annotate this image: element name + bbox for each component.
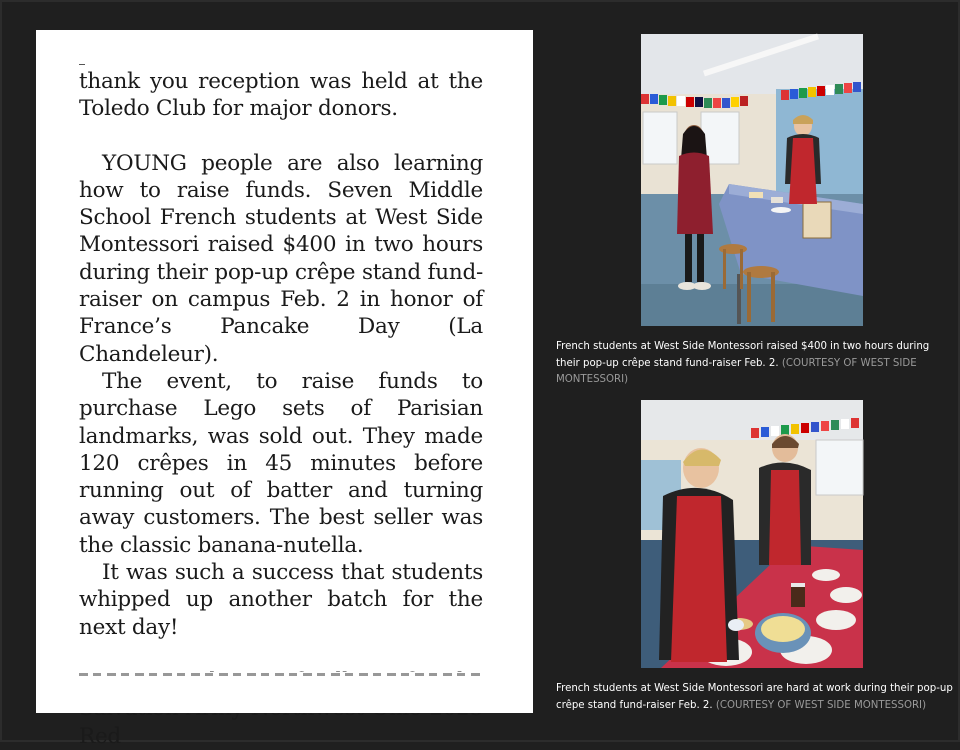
article-column <box>79 68 483 750</box>
photo-2-caption <box>556 681 954 714</box>
article-paragraph-1: thank you reception was held at the Toledo Club for major donors. <box>79 69 483 122</box>
crepe-stand-photo-1 <box>641 34 863 326</box>
photo-1-credit: (COURTESY OF WEST SIDE MONTESSORI) <box>556 357 917 385</box>
article-paragraph-2: YOUNG people are also learning how to raise funds. Seven Middle School French students at West Side Montessori raised $400 in two hours during their pop-up crêpe stand fund-raiser on campus Feb. 2 in honor of France’s Pancake Day (La Chandeleur). <box>79 150 483 367</box>
photo-2-caption-text: French students at West Side Montessori are hard at work during their pop-up crêpe stand fund-raiser Feb. 2. <box>556 683 953 711</box>
article-paragraph-5: Red <box>79 723 121 749</box>
newspaper-page <box>36 30 533 749</box>
photo-1-caption-text: French students at West Side Montessori raised $400 in two hours during their pop-up crêpe stand fund-raiser Feb. 2. <box>556 341 930 369</box>
photo-2-credit: (COURTESY OF WEST SIDE MONTESSORI) <box>715 699 927 711</box>
cropped-text-line <box>79 673 483 676</box>
crepe-stand-photo-2 <box>641 400 863 668</box>
photo-1-caption <box>556 339 936 389</box>
article-paragraph-4: It was such a success that students whipped up another batch for the next day! <box>79 560 483 640</box>
cut-off-text-mark <box>79 64 85 65</box>
page-bottom-crop <box>36 672 533 713</box>
article-paragraph-3: The event, to raise funds to purchase Lego sets of Parisian landmarks, was sold out. They made 120 crêpes in 45 minutes before running out of batter and turning away customers. The best seller was the classic banana-nutella. <box>79 368 483 558</box>
